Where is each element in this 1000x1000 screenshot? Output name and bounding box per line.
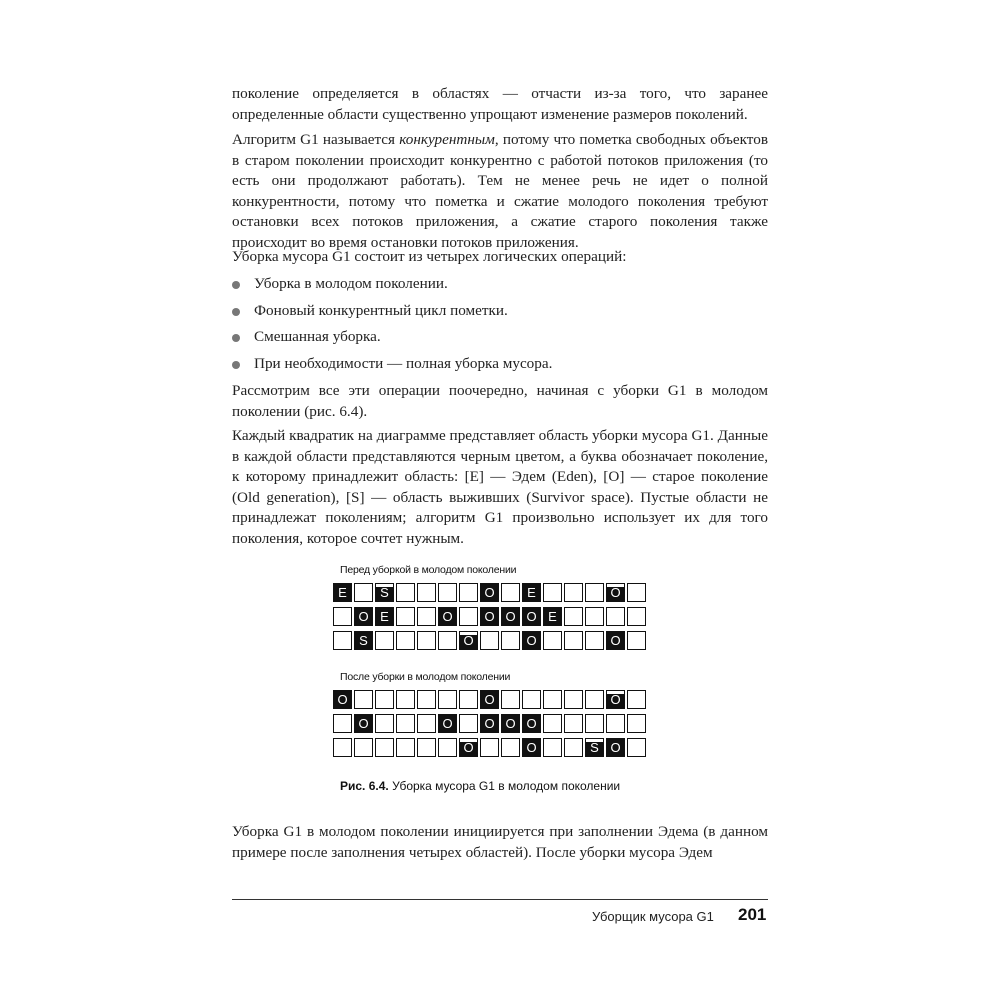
figure-title-after: После уборки в молодом поколении — [340, 671, 511, 683]
region-empty — [417, 738, 436, 757]
region-empty — [564, 631, 583, 650]
region-e — [375, 607, 394, 626]
paragraph-2-start: Алгоритм G1 называется — [232, 131, 400, 148]
region-empty — [375, 690, 394, 709]
paragraph-2-emphasis: конкурентным — [399, 131, 495, 148]
region-empty — [375, 738, 394, 757]
region-letter: S — [590, 740, 599, 755]
region-letter: O — [442, 609, 453, 624]
region-empty — [354, 690, 373, 709]
paragraph-4: Рассмотрим все эти операции поочередно, начиная с уборки G1 в молодом поколении (рис. 6.4). — [232, 382, 768, 420]
region-s — [354, 631, 373, 650]
region-empty — [438, 690, 457, 709]
running-title: Уборщик мусора G1 — [592, 909, 714, 924]
region-empty — [459, 583, 478, 602]
region-letter: O — [484, 609, 495, 624]
region-o — [606, 690, 625, 709]
region-empty — [543, 714, 562, 733]
region-empty — [564, 714, 583, 733]
region-empty — [459, 607, 478, 626]
region-o — [606, 583, 625, 602]
region-empty — [417, 714, 436, 733]
region-empty — [501, 690, 520, 709]
region-empty — [543, 738, 562, 757]
region-letter: E — [548, 609, 557, 624]
region-letter: O — [463, 633, 474, 648]
region-o — [480, 583, 499, 602]
region-empty — [417, 583, 436, 602]
region-e — [333, 583, 352, 602]
region-empty — [627, 690, 646, 709]
paragraph-2 — [232, 130, 768, 253]
region-row — [333, 714, 646, 734]
region-o — [606, 631, 625, 650]
region-o — [438, 607, 457, 626]
region-empty — [627, 607, 646, 626]
region-empty — [396, 714, 415, 733]
footer-divider — [232, 899, 768, 900]
region-empty — [375, 631, 394, 650]
region-o — [522, 738, 541, 757]
region-row — [333, 738, 646, 758]
figure-title-before: Перед уборкой в молодом поколении — [340, 564, 517, 576]
region-empty — [375, 714, 394, 733]
region-letter: O — [442, 716, 453, 731]
paragraph-6: Уборка G1 в молодом поколении инициируется при заполнении Эдема (в данном примере после заполнения четырех областей). После уборки мусора Эдем — [232, 823, 768, 861]
region-letter: O — [610, 585, 621, 600]
bullet-icon — [232, 334, 240, 342]
region-empty — [501, 631, 520, 650]
paragraph-1: поколение определяется в областях — отчасти из-за того, что заранее определенные области существенно упрощают изменение размеров поколений. — [232, 85, 768, 123]
region-empty — [417, 607, 436, 626]
region-empty — [438, 583, 457, 602]
region-letter: S — [359, 633, 368, 648]
region-letter: O — [526, 740, 537, 755]
region-s — [375, 583, 394, 602]
region-empty — [354, 583, 373, 602]
region-empty — [501, 583, 520, 602]
list-item: Смешанная уборка. — [232, 327, 381, 348]
region-empty — [606, 714, 625, 733]
region-empty — [585, 583, 604, 602]
region-o — [522, 714, 541, 733]
region-empty — [543, 690, 562, 709]
region-s — [585, 738, 604, 757]
region-letter: S — [380, 585, 389, 600]
list-item: Уборка в молодом поколении. — [232, 274, 448, 295]
region-letter: O — [526, 716, 537, 731]
region-letter: O — [484, 692, 495, 707]
region-o — [480, 690, 499, 709]
region-letter: O — [484, 716, 495, 731]
region-o — [480, 714, 499, 733]
region-letter: O — [610, 633, 621, 648]
region-empty — [480, 631, 499, 650]
bullet-icon — [232, 281, 240, 289]
region-e — [543, 607, 562, 626]
region-empty — [627, 583, 646, 602]
region-empty — [438, 631, 457, 650]
page-number: 201 — [738, 905, 767, 924]
region-o — [480, 607, 499, 626]
region-letter: O — [610, 692, 621, 707]
region-empty — [543, 583, 562, 602]
region-grid-after — [333, 690, 646, 762]
region-empty — [333, 738, 352, 757]
region-empty — [333, 631, 352, 650]
region-letter: O — [526, 609, 537, 624]
region-letter: O — [610, 740, 621, 755]
region-letter: O — [505, 716, 516, 731]
region-empty — [417, 690, 436, 709]
region-empty — [459, 690, 478, 709]
region-empty — [501, 738, 520, 757]
region-empty — [480, 738, 499, 757]
region-letter: E — [380, 609, 389, 624]
region-letter: O — [358, 609, 369, 624]
region-empty — [522, 690, 541, 709]
region-o — [522, 607, 541, 626]
paragraph-3: Уборка мусора G1 состоит из четырех логических операций: — [232, 248, 627, 265]
region-o — [438, 714, 457, 733]
region-row — [333, 631, 646, 651]
region-empty — [606, 607, 625, 626]
region-o — [459, 631, 478, 650]
region-letter: E — [527, 585, 536, 600]
region-empty — [564, 583, 583, 602]
region-empty — [333, 714, 352, 733]
region-empty — [333, 607, 352, 626]
region-empty — [396, 738, 415, 757]
region-e — [522, 583, 541, 602]
region-o — [501, 714, 520, 733]
region-letter: O — [463, 740, 474, 755]
region-o — [333, 690, 352, 709]
list-item: При необходимости — полная уборка мусора. — [232, 354, 552, 375]
region-empty — [585, 631, 604, 650]
region-letter: O — [505, 609, 516, 624]
region-empty — [417, 631, 436, 650]
region-empty — [396, 583, 415, 602]
region-empty — [564, 690, 583, 709]
bullet-icon — [232, 361, 240, 369]
bullet-icon — [232, 308, 240, 316]
region-empty — [396, 631, 415, 650]
region-empty — [585, 714, 604, 733]
region-o — [501, 607, 520, 626]
region-o — [522, 631, 541, 650]
region-empty — [396, 607, 415, 626]
region-empty — [543, 631, 562, 650]
figure-caption — [340, 779, 620, 793]
region-empty — [585, 690, 604, 709]
region-letter: O — [484, 585, 495, 600]
caption-label: Рис. 6.4. — [340, 779, 389, 793]
region-letter: O — [337, 692, 348, 707]
region-row — [333, 690, 646, 710]
region-empty — [396, 690, 415, 709]
region-empty — [438, 738, 457, 757]
paragraph-5: Каждый квадратик на диаграмме представляет область уборки мусора G1. Данные в каждой области представляются черным цветом, а буква обозначает поколение, к которому принадлежит область: [E] — Эдем (Eden), [O] — старое поколение (Old generation), [S] — область выживших (Survivor space). Пустые области не принадлежат поколениям; алгоритм G1 произвольно использует их для того поколения, которое сочтет нужным. — [232, 427, 768, 547]
region-empty — [354, 738, 373, 757]
region-empty — [564, 738, 583, 757]
region-empty — [564, 607, 583, 626]
region-letter: O — [526, 633, 537, 648]
region-row — [333, 607, 646, 627]
region-letter: E — [338, 585, 347, 600]
region-letter: O — [358, 716, 369, 731]
region-row — [333, 583, 646, 603]
region-empty — [627, 738, 646, 757]
paragraph-2-rest: , потому что пометка свободных объектов в старом поколении происходит конкурентно с работой потоков приложения (то есть они продолжают работать). Тем не менее речь не идет о полной конкурентности, потому что пометка и сжатие молодого поколения требуют остановки всех потоков приложения, а сжатие старого поколения также происходит во время остановки потоков приложения. — [232, 131, 768, 251]
region-empty — [459, 714, 478, 733]
region-grid-before — [333, 583, 646, 655]
region-empty — [585, 607, 604, 626]
list-item: Фоновый конкурентный цикл пометки. — [232, 301, 508, 322]
region-o — [354, 714, 373, 733]
region-empty — [627, 631, 646, 650]
caption-text: Уборка мусора G1 в молодом поколении — [388, 779, 621, 793]
region-empty — [627, 714, 646, 733]
region-o — [606, 738, 625, 757]
region-o — [354, 607, 373, 626]
region-o — [459, 738, 478, 757]
